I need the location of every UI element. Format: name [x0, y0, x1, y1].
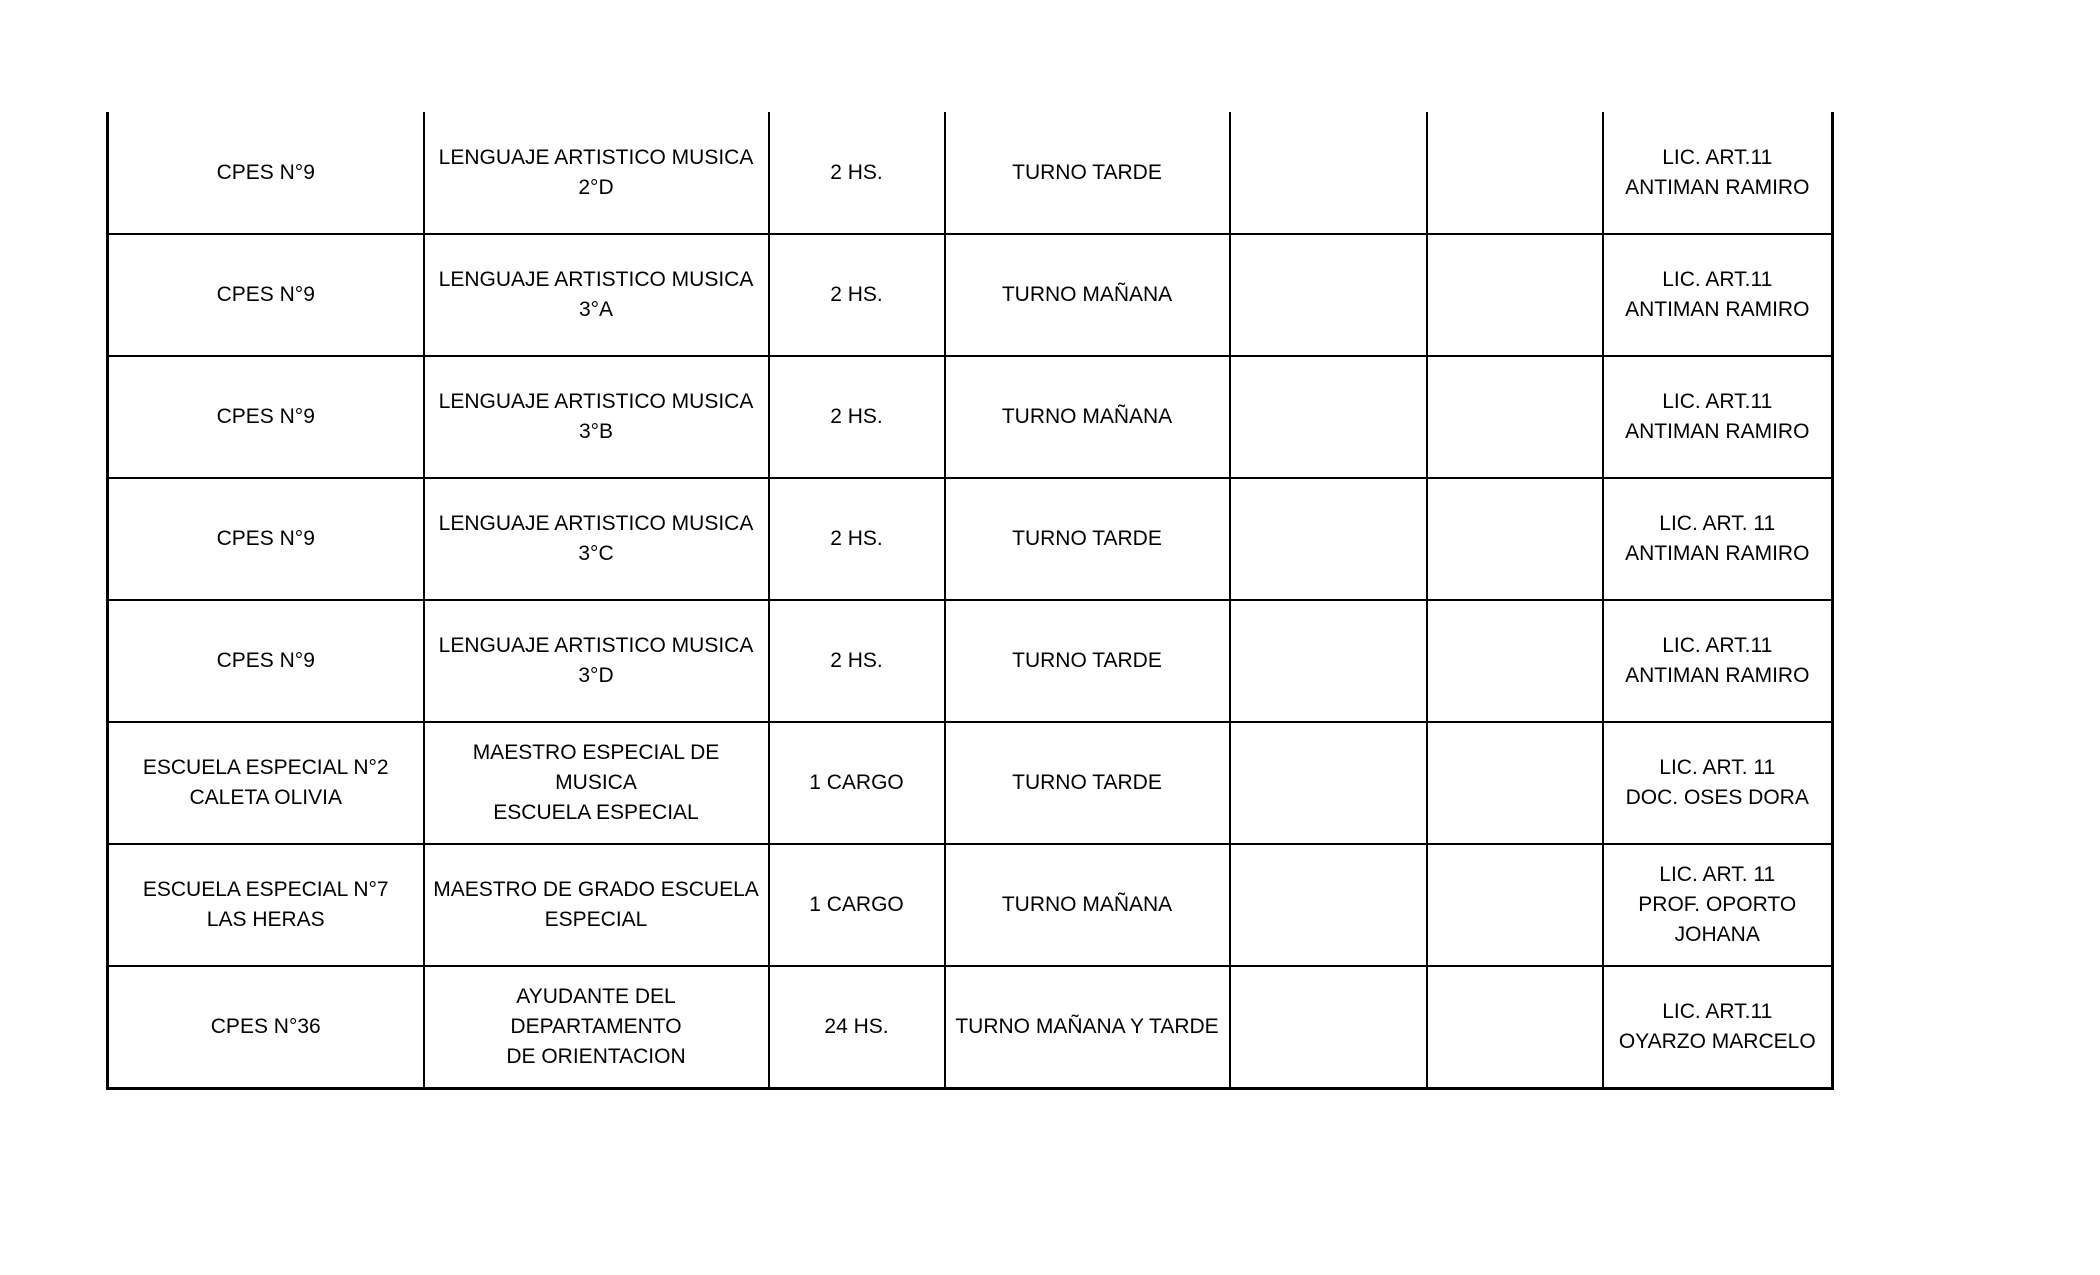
cell-situacion-revista-line: DOC. OSES DORA: [1625, 786, 1809, 809]
cell-situacion-revista-line: LIC. ART.11: [1662, 268, 1773, 291]
cell-espacio-curricular: [424, 478, 769, 600]
cell-escuela-line: ESCUELA ESPECIAL N°7: [142, 878, 389, 901]
cell-espacio-curricular-line: LENGUAJE ARTISTICO MUSICA: [438, 145, 754, 169]
cell-espacio-curricular-line: LENGUAJE ARTISTICO MUSICA: [438, 268, 754, 291]
cell-carga-horaria: 2 HS.: [769, 112, 945, 234]
cell-carga-horaria: 1 CARGO: [769, 844, 945, 966]
cell-escuela: [108, 478, 424, 600]
cell-espacio-curricular: [424, 844, 769, 966]
cell-espacio-curricular: [424, 234, 769, 356]
cell-empty-1: [1230, 112, 1427, 234]
table-row: [108, 478, 1833, 600]
cell-espacio-curricular-line: AYUDANTE DEL DEPARTAMENTO: [510, 984, 682, 1038]
cell-empty-2: [1427, 844, 1603, 966]
cell-espacio-curricular-line: 2°D: [578, 175, 614, 199]
cell-situacion-revista: [1603, 356, 1833, 478]
cell-carga-horaria: 2 HS.: [769, 234, 945, 356]
cell-carga-horaria: 2 HS.: [769, 600, 945, 722]
cell-escuela-line: CALETA OLIVIA: [189, 786, 342, 809]
cell-empty-2: [1427, 478, 1603, 600]
cell-carga-horaria: 24 HS.: [769, 966, 945, 1088]
cell-situacion-revista-line: PROF. OPORTO: [1638, 893, 1797, 916]
cell-escuela: [108, 722, 424, 844]
cell-situacion-revista-line: LIC. ART. 11: [1659, 512, 1776, 535]
cell-situacion-revista-line: LIC. ART.11: [1662, 999, 1773, 1023]
cell-escuela-line: CPES N°36: [210, 1014, 321, 1038]
cell-situacion-revista-line: LIC. ART.11: [1662, 390, 1773, 413]
cell-situacion-revista: [1603, 722, 1833, 844]
cell-espacio-curricular-line: ESCUELA ESPECIAL: [493, 801, 699, 824]
cell-situacion-revista-line: ANTIMAN RAMIRO: [1625, 175, 1810, 199]
cell-escuela-line: ESCUELA ESPECIAL N°2: [142, 756, 389, 779]
cell-situacion-revista-line: JOHANA: [1674, 923, 1760, 946]
cell-carga-horaria: 2 HS.: [769, 356, 945, 478]
cell-espacio-curricular: [424, 356, 769, 478]
cell-escuela-line: CPES N°9: [216, 405, 315, 428]
cell-escuela-line: CPES N°9: [216, 160, 315, 184]
cell-situacion-revista: [1603, 844, 1833, 966]
cell-situacion-revista-line: LIC. ART.11: [1662, 634, 1773, 657]
cell-espacio-curricular-line: 3°D: [578, 664, 614, 687]
cell-escuela: [108, 600, 424, 722]
cell-espacio-curricular-line: MAESTRO DE GRADO ESCUELA: [433, 878, 759, 901]
vacancy-table: [106, 112, 1834, 1090]
cell-espacio-curricular-line: 3°A: [578, 298, 614, 321]
table-body: [108, 112, 1833, 1088]
cell-espacio-curricular: [424, 112, 769, 234]
cell-escuela-line: CPES N°9: [216, 527, 315, 550]
cell-situacion-revista-line: ANTIMAN RAMIRO: [1625, 542, 1810, 565]
cell-empty-2: [1427, 234, 1603, 356]
cell-empty-1: [1230, 356, 1427, 478]
cell-turno: TURNO MAÑANA: [945, 234, 1230, 356]
cell-turno: TURNO TARDE: [945, 722, 1230, 844]
cell-situacion-revista: [1603, 600, 1833, 722]
cell-carga-horaria: 2 HS.: [769, 478, 945, 600]
cell-empty-2: [1427, 966, 1603, 1088]
cell-turno: TURNO MAÑANA: [945, 356, 1230, 478]
cell-turno: TURNO TARDE: [945, 112, 1230, 234]
cell-espacio-curricular: [424, 600, 769, 722]
cell-situacion-revista-line: LIC. ART. 11: [1659, 863, 1776, 886]
cell-espacio-curricular-line: 3°C: [578, 542, 614, 565]
table-row: [108, 356, 1833, 478]
cell-escuela: [108, 234, 424, 356]
cell-espacio-curricular: [424, 722, 769, 844]
table-row: [108, 112, 1833, 234]
cell-espacio-curricular-line: LENGUAJE ARTISTICO MUSICA: [438, 390, 754, 413]
cell-escuela: [108, 112, 424, 234]
cell-situacion-revista-line: ANTIMAN RAMIRO: [1625, 298, 1810, 321]
cell-espacio-curricular-line: LENGUAJE ARTISTICO MUSICA: [438, 634, 754, 657]
cell-empty-1: [1230, 478, 1427, 600]
table-row: [108, 722, 1833, 844]
cell-empty-1: [1230, 600, 1427, 722]
cell-carga-horaria: 1 CARGO: [769, 722, 945, 844]
cell-escuela-line: CPES N°9: [216, 649, 315, 672]
table-row: [108, 234, 1833, 356]
cell-escuela: [108, 844, 424, 966]
cell-turno: TURNO TARDE: [945, 478, 1230, 600]
table-row: [108, 600, 1833, 722]
cell-escuela-line: CPES N°9: [216, 283, 315, 306]
cell-empty-2: [1427, 722, 1603, 844]
cell-situacion-revista: [1603, 478, 1833, 600]
cell-turno: TURNO MAÑANA Y TARDE: [945, 966, 1230, 1088]
cell-turno: TURNO MAÑANA: [945, 844, 1230, 966]
cell-espacio-curricular-line: MAESTRO ESPECIAL DE MUSICA: [472, 741, 720, 794]
cell-espacio-curricular: [424, 966, 769, 1088]
cell-empty-1: [1230, 966, 1427, 1088]
cell-empty-1: [1230, 844, 1427, 966]
cell-situacion-revista: [1603, 966, 1833, 1088]
cell-situacion-revista-line: ANTIMAN RAMIRO: [1625, 420, 1810, 443]
cell-situacion-revista-line: LIC. ART.11: [1662, 145, 1773, 169]
cell-espacio-curricular-line: LENGUAJE ARTISTICO MUSICA: [438, 512, 754, 535]
cell-escuela-line: LAS HERAS: [206, 908, 325, 931]
cell-situacion-revista-line: OYARZO MARCELO: [1618, 1029, 1816, 1053]
cell-espacio-curricular-line: 3°B: [578, 420, 614, 443]
table-row: [108, 844, 1833, 966]
cell-empty-1: [1230, 722, 1427, 844]
cell-empty-2: [1427, 600, 1603, 722]
cell-empty-1: [1230, 234, 1427, 356]
cell-espacio-curricular-line: DE ORIENTACION: [506, 1044, 686, 1068]
cell-turno: TURNO TARDE: [945, 600, 1230, 722]
cell-situacion-revista: [1603, 112, 1833, 234]
cell-espacio-curricular-line: ESPECIAL: [544, 908, 648, 931]
cell-empty-2: [1427, 356, 1603, 478]
cell-situacion-revista-line: ANTIMAN RAMIRO: [1625, 664, 1810, 687]
cell-escuela: [108, 966, 424, 1088]
cell-empty-2: [1427, 112, 1603, 234]
cell-situacion-revista: [1603, 234, 1833, 356]
cell-escuela: [108, 356, 424, 478]
cell-situacion-revista-line: LIC. ART. 11: [1659, 756, 1776, 779]
table-row: [108, 966, 1833, 1088]
